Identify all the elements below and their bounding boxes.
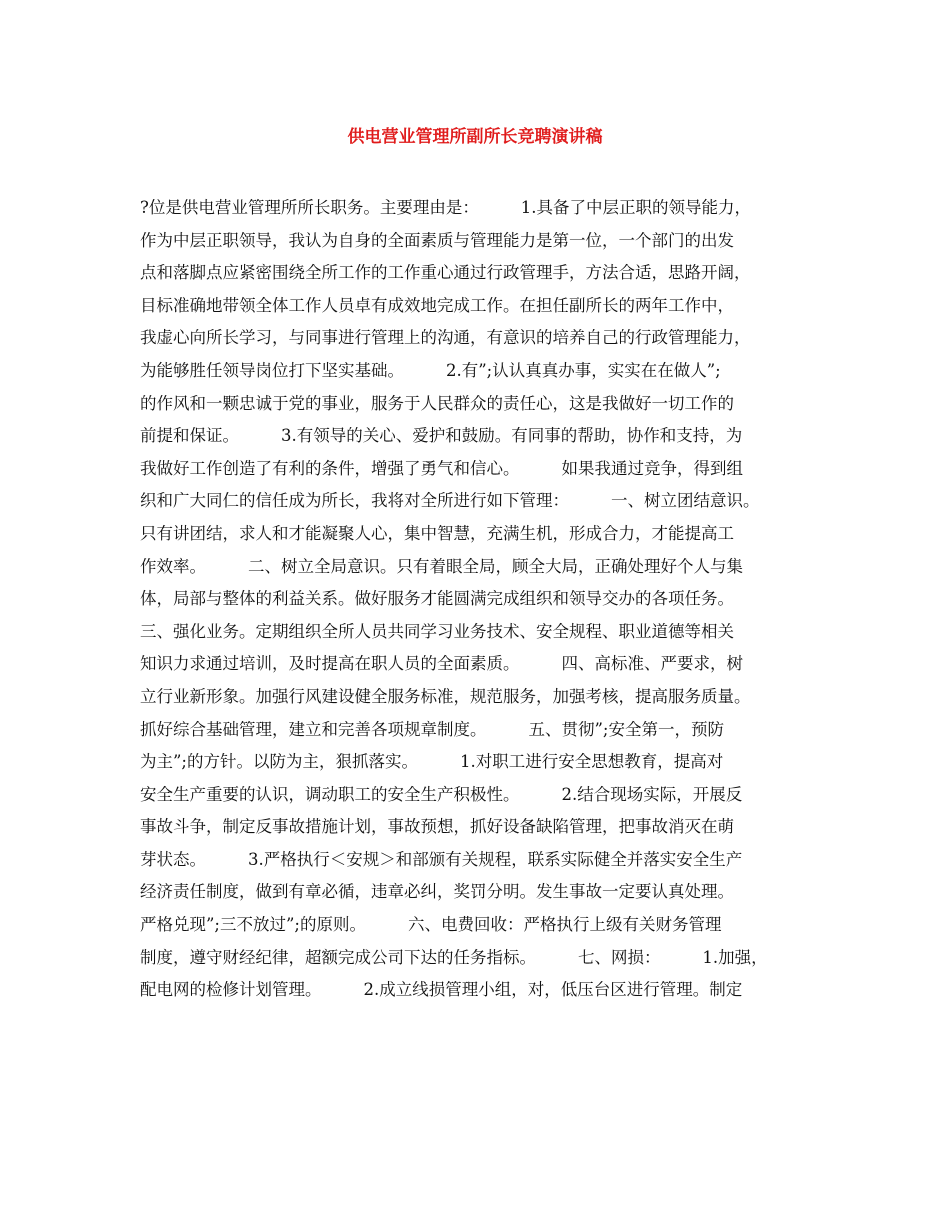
body-line: 为能够胜任领导岗位打下坚实基础。 2.有”;认认真真办事，实实在在做人”; [140,360,721,380]
body-line: 体，局部与整体的利益关系。做好服务才能圆满完成组织和领导交办的各项任务。 [140,589,734,609]
body-line: 只有讲团结，求人和才能凝聚人心，集中智慧，充满生机，形成合力，才能提高工 [140,523,734,543]
document-title: 供电营业管理所副所长竞聘演讲稿 [347,127,603,147]
body-line: 作效率。 二、树立全局意识。只有着眼全局，顾全大局，正确处理好个人与集 [140,556,743,576]
body-line: 作为中层正职领导，我认为自身的全面素质与管理能力是第一位，一个部门的出发 [140,230,734,250]
body-line: 为主”;的方针。以防为主，狠抓落实。 1.对职工进行安全思想教育，提高对 [140,752,724,772]
body-line: 点和落脚点应紧密围绕全所工作的工作重心通过行政管理手，方法合适，思路开阔， [140,263,751,283]
body-line: 立行业新形象。加强行风建设健全服务标准，规范服务，加强考核，提高服务质量。 [140,686,751,706]
body-line: 我做好工作创造了有利的条件，增强了勇气和信心。 如果我通过竞争，得到组 [140,458,743,478]
body-line: 目标准确地带领全体工作人员卓有成效地完成工作。在担任副所长的两年工作中， [140,295,734,315]
body-line: 前提和保证。 3.有领导的关心、爱护和鼓励。有同事的帮助，协作和支持，为 [140,426,743,446]
body-line: 配电网的检修计划管理。 2.成立线损管理小组，对，低压台区进行管理。制定 [140,980,743,1000]
body-line: 三、强化业务。定期组织全所人员共同学习业务技术、安全规程、职业道德等相关 [140,621,734,641]
body-line: 经济责任制度，做到有章必循，违章必纠，奖罚分明。发生事故一定要认真处理。 [140,882,734,902]
body-line: 的作风和一颗忠诚于党的事业，服务于人民群众的责任心，这是我做好一切工作的 [140,393,734,413]
body-line: 制度，遵守财经纪律，超额完成公司下达的任务指标。 七、网损： 1.加强， [140,947,768,967]
body-line: 芽状态。 3.严格执行＜安规＞和部颁有关规程，联系实际健全并落实安全生产 [140,849,743,869]
document-body [140,192,820,1007]
body-line: 事故斗争，制定反事故措施计划，事故预想，抓好设备缺陷管理，把事故消灭在萌 [140,817,734,837]
body-line: 知识力求通过培训，及时提高在职人员的全面素质。 四、高标准、严要求，树 [140,654,743,674]
body-line: ?位是供电营业管理所所长职务。主要理由是： 1.具备了中层正职的领导能力， [140,198,752,217]
body-line: 织和广大同仁的信任成为所长，我将对全所进行如下管理： 一、树立团结意识。 [140,491,760,511]
body-line: 我虚心向所长学习，与同事进行管理上的沟通，有意识的培养自己的行政管理能力， [140,328,751,348]
body-line: 安全生产重要的认识，调动职工的安全生产积极性。 2.结合现场实际，开展反 [140,784,743,804]
body-line: 严格兑现”;三不放过”;的原则。 六、电费回收：严格执行上级有关财务管理 [140,915,722,935]
body-line: 抓好综合基础管理，建立和完善各项规章制度。 五、贯彻”;安全第一，预防 [140,719,724,739]
